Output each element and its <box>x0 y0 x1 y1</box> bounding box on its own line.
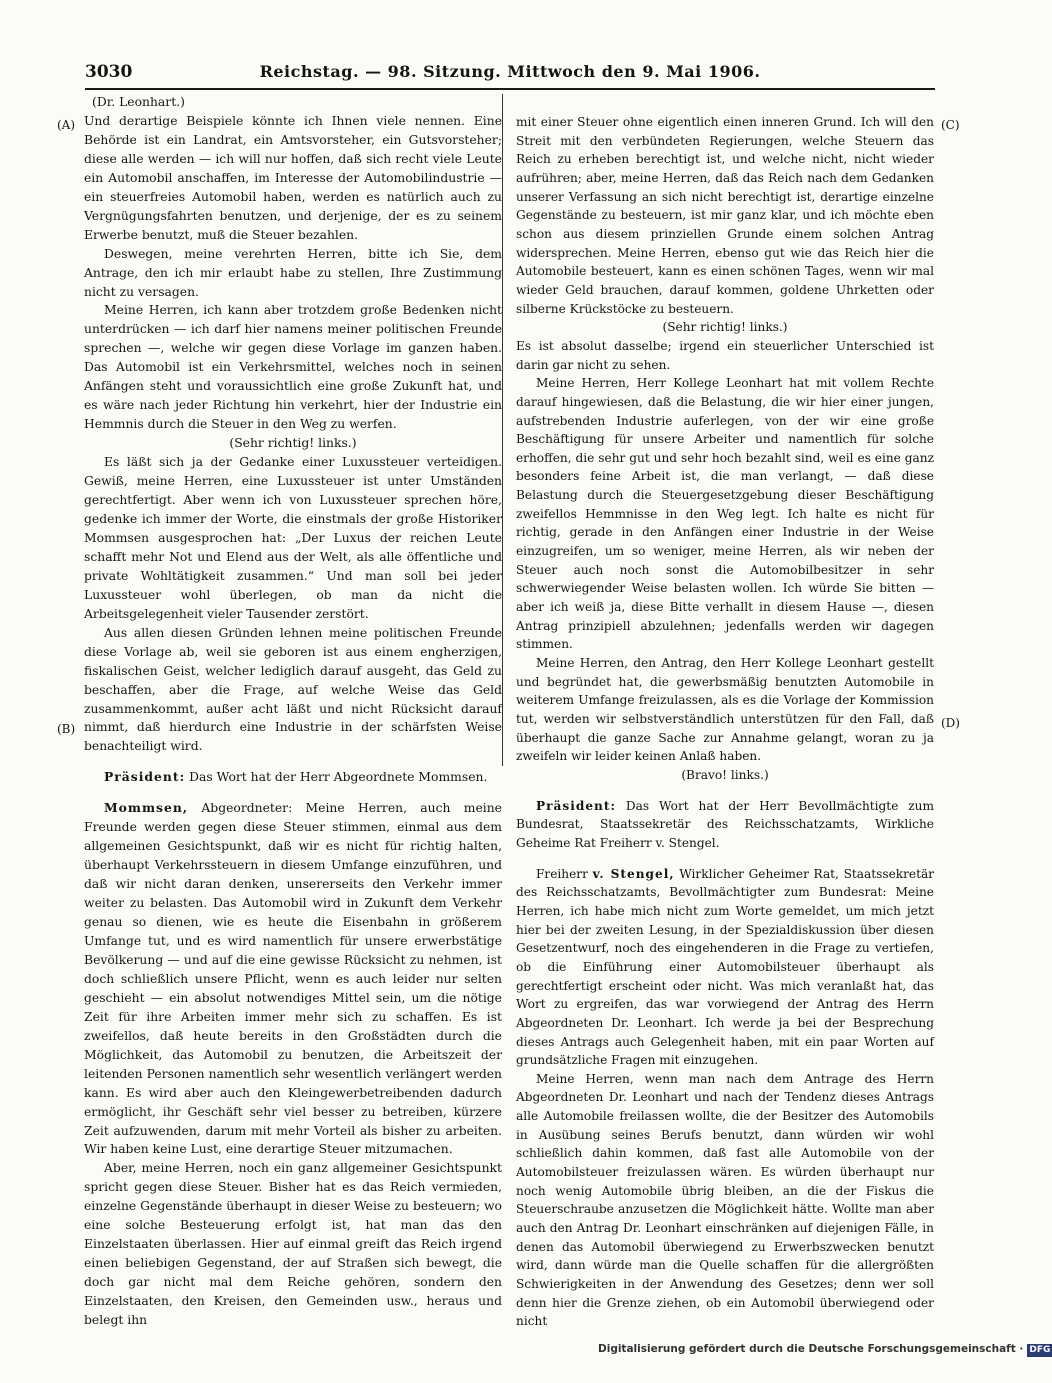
right-column <box>516 93 934 1331</box>
speaker-caption: (Dr. Leonhart.) <box>92 95 185 109</box>
margin-mark-d: (D) <box>941 716 960 730</box>
paragraph: Meine Herren, ich kann aber trotzdem große Bedenken nicht unterdrücken — ich darf hier namens meiner politischen Freunde sprechen —, welche wir gegen diese Vorlage im ganzen haben. Das Automobil ist ein Verkehrsmittel, welches noch in seinen Anfängen steht und voraussichtlich eine große Zukunft hat, und es wäre nach jeder Richtung hin verkehrt, hier der Industrie ein Hemmnis durch die Steuer in den Weg zu werfen. <box>84 303 502 432</box>
paragraph: Meine Herren, den Antrag, den Herr Kollege Leonhart gestellt und begründet hat, die gewerbsmäßig benutzten Automobile in weiterem Umfange freizulassen, als es die Vorlage der Kommission tut, werden wir selbstverständlich unterstützen für den Fall, daß überhaupt die ganze Sache zur Annahme gelangt, woran zu ja zweifeln wir leider keinen Anlaß haben. <box>516 656 934 764</box>
speech-stengel <box>516 865 934 1070</box>
speaker-name: v. Stengel, <box>592 866 675 881</box>
footer-text: Digitalisierung gefördert durch die Deutsche Forschungsgemeinschaft · <box>598 1343 1024 1355</box>
header-rule <box>85 88 935 90</box>
speech-president <box>516 797 934 853</box>
margin-mark-a: (A) <box>57 118 76 132</box>
paragraph: Und derartige Beispiele könnte ich Ihnen viele nennen. Eine Behörde ist ein Landrat, ein Amtsvorsteher, ein Gutsvorsteher; diese alle werden — ich will nur hoffen, daß sich recht viele Leute ein Automobil anschaffen, im Interesse der Automobilindustrie — ein steuerfreies Automobil haben, werden es natürlich auch zu Vergnügungsfahrten benutzen, und derjenige, der es zu seinem Erwerbe benutzt, muß die Steuer bezahlen. <box>84 113 502 242</box>
interjection: (Sehr richtig! links.) <box>229 436 357 451</box>
speech-text: Wirklicher Geheimer Rat, Staatssekretär des Reichsschatzamts, Bevollmächtigter zum Bundesrat: Meine Herren, ich habe mich nicht zum Worte gemeldet, um mich jetzt hier bei der zweiten Lesung, in der Spezialdiskussion über diesen Gesetzentwurf, noch des eingehenderen in die Frage zu vertiefen, ob die Einführung einer Automobilsteuer überhaupt als gerechtfertigt erscheint oder nicht. Was mich veranlaßt hat, das Wort zu ergreifen, das war vorwiegend der Antrag des Herrn Abgeordneten Dr. Leonhart. Ich werde ja bei der Besprechung dieses Antrags auch Gelegenheit haben, mit ein paar Worten auf grundsätzliche Fragen mit einzugehen. <box>516 866 935 1068</box>
speaker-name: Präsident: <box>104 769 186 785</box>
paragraph: Meine Herren, wenn man nach dem Antrage des Herrn Abgeordneten Dr. Leonhart und nach der Tendenz dieses Antrags alle Automobile freilassen wollte, die der Besitzer des Automobils in Ausübung seines Berufs benutzt, dann würden wir wohl schließlich dahin kommen, daß fast alle Automobile von der Automobilsteuer freizulassen wären. Es würden überhaupt nur noch wenig Automobile übrig bleiben, an die der Fiskus die Steuerschraube anzusetzen die Möglichkeit hätte. Wollte man aber auch den Antrag Dr. Leonhart einschränken auf diejenigen Fälle, in denen das Automobil überwiegend zu Erwerbszwecken benutzt wird, dann würde man die Quelle schaffen für die allergrößten Schwierigkeiten in der Anwendung des Gesetzes; denn wer soll denn hier die Grenze ziehen, ob ein Automobil überwiegend oder nicht <box>516 1071 934 1329</box>
interjection: (Bravo! links.) <box>681 767 769 782</box>
digitization-footer <box>598 1343 1051 1357</box>
speech-mommsen <box>84 799 502 1159</box>
speech-text: Das Wort hat der Herr Bevollmächtigte zum Bundesrat, Staatssekretär des Reichsschatzamts, Wirkliche Geheime Rat Freiherr v. Stengel. <box>516 798 935 850</box>
paragraph: Deswegen, meine verehrten Herren, bitte ich Sie, dem Antrage, den ich mir erlaubt habe zu stellen, Ihre Zustimmung nicht zu versagen. <box>84 246 502 299</box>
running-head: Reichstag. — 98. Sitzung. Mittwoch den 9. Mai 1906. <box>259 62 761 81</box>
interjection: (Sehr richtig! links.) <box>662 320 788 335</box>
paragraph: mit einer Steuer ohne eigentlich einen inneren Grund. Ich will den Streit mit den verbündeten Regierungen, welche Steuern das Reich zu erheben berechtigt ist, und welche nicht, nicht wieder aufrühren; aber, meine Herren, daß das Reich nach dem Gedanken unserer Verfassung an sich nicht berechtigt ist, derartige einzelne Gegenstände zu besteuern, ist mir ganz klar, und ich möchte eben schon aus diesem prinziellen Grunde einem solchen Antrag widersprechen. Meine Herren, ebenso gut wie das Reich hier die Automobile besteuert, kann es einen schönen Tages, wenn wir mal wieder Geld brauchen, darauf kommen, goldene Uhrketten oder silberne Krückstöcke zu besteuern. <box>516 115 934 316</box>
page-header <box>85 62 935 84</box>
paragraph: Es ist absolut dasselbe; irgend ein steuerlicher Unterschied ist darin gar nicht zu sehen. <box>516 338 934 372</box>
paragraph: Es läßt sich ja der Gedanke einer Luxussteuer verteidigen. Gewiß, meine Herren, eine Luxussteuer ist unter Umständen gerechtfertigt. Aber wenn ich von Luxussteuer sprechen höre, gedenke ich immer der Worte, die einstmals der große Historiker Mommsen ausgesprochen hat: „Der Luxus der reichen Leute schafft mehr Not und Elend aus der Welt, als alle öffentliche und private Wohltätigkeit zusammen.“ Und man soll bei jeder Luxussteuer wohl überlegen, ob man da nicht die Arbeitsgelegenheit vieler Tausender zerstört. <box>84 455 502 621</box>
margin-mark-c: (C) <box>941 118 960 132</box>
speaker-prefix: Freiherr <box>536 866 588 881</box>
speech-text: Abgeordneter: Meine Herren, auch meine Freunde werden gegen diese Steuer stimmen, einmal aus dem allgemeinen Gesichtspunkt, daß wir es nicht für richtig halten, überhaupt Verkehrssteuern in diesem Umfange einzuführen, und daß wir nicht daran denken, unsererseits den Verkehr immer weiter zu belasten. Das Automobil wird in Zukunft dem Verkehr genau so dienen, wie es heute die Eisenbahn in größerem Umfange tut, und es wird namentlich für unsere erwerbstätige Bevölkerung — und auf die eine gewisse Rücksicht zu nehmen, ist doch schließlich unsere Pflicht, wenn es auch leider nur selten geschieht — ein absolut notwendiges Mittel sein, um die nötige Zeit für ihre Arbeiten immer mehr sich zu schaffen. Es ist zweifellos, daß heute bereits in den Großstädten durch die Möglichkeit, das Automobil zu benutzen, die Arbeitszeit der leitenden Personen namentlich sehr wesentlich verlängert werden kann. Es wird aber auch den Kleingewerbetreibenden dadurch ermöglicht, ihr Geschäft sehr viel besser zu betreiben, kürzere Zeit aufzuwenden, darum mit mehr Vorteil als bisher zu arbeiten. Wir haben keine Lust, eine derartige Steuer mitzumachen. <box>84 801 502 1157</box>
paragraph: Aber, meine Herren, noch ein ganz allgemeiner Gesichtspunkt spricht gegen diese Steuer. Bisher hat es das Reich vermieden, einzelne Gegenstände überhaupt in dieser Weise zu besteuern; wo eine solche Besteuerung erfolgt ist, hat man das den Einzelstaaten überlassen. Hier auf einmal greift das Reich irgend einen beliebigen Gegenstand, der auf Straßen sich bewegt, die doch gar nicht mal dem Reiche gehören, sondern den Einzelstaaten, den Kreisen, den Gemeinden usw., heraus und belegt ihn <box>84 1161 502 1328</box>
speech-president <box>84 768 502 787</box>
left-column <box>84 93 502 1330</box>
speech-text: Das Wort hat der Herr Abgeordnete Mommsen. <box>189 770 488 785</box>
page-number: 3030 <box>85 62 133 82</box>
dfg-logo: DFG <box>1029 1345 1051 1355</box>
margin-mark-b: (B) <box>57 722 76 736</box>
speaker-name: Präsident: <box>536 798 616 813</box>
paragraph: Aus allen diesen Gründen lehnen meine politischen Freunde diese Vorlage ab, weil sie geboren ist aus einem engherzigen, fiskalischen Geist, welcher lediglich darauf ausgeht, das Geld zu beschaffen, aber die Frage, auf welche Weise das Geld zusammenkommt, außer acht läßt und nicht Rücksicht darauf nimmt, daß hierdurch eine Industrie in der schärfsten Weise benachteiligt wird. <box>84 625 502 754</box>
paragraph: Meine Herren, Herr Kollege Leonhart hat mit vollem Rechte darauf hingewiesen, daß die Belastung, die wir hier einer jungen, aufstrebenden Industrie auferlegen, von der wir eine große Beschäftigung für unsere Arbeiter und namentlich für solche erhoffen, die sehr gut und sehr hoch bezahlt sind, weil es eine ganz besonders feine Arbeit ist, die man verlangt, — daß diese Belastung durch die Steuergesetzgebung dieser Beschäftigung zweifellos Hemmnisse in den Weg legt. Ich halte es nicht für richtig, gerade in den Anfängen einer Industrie in der Weise einzugreifen, um so weniger, meine Herren, als wir neben der Steuer auch noch sonst die Automobilbesitzer in sehr schwerwiegender Weise belasten wollen. Ich würde Sie bitten — aber ich weiß ja, diese Bitte verhallt in diesem Hause —, diesen Antrag prinzipiell abzulehnen; jedenfalls werden wir dagegen stimmen. <box>516 376 934 652</box>
speaker-name: Mommsen, <box>104 800 189 816</box>
column-divider <box>502 94 503 766</box>
